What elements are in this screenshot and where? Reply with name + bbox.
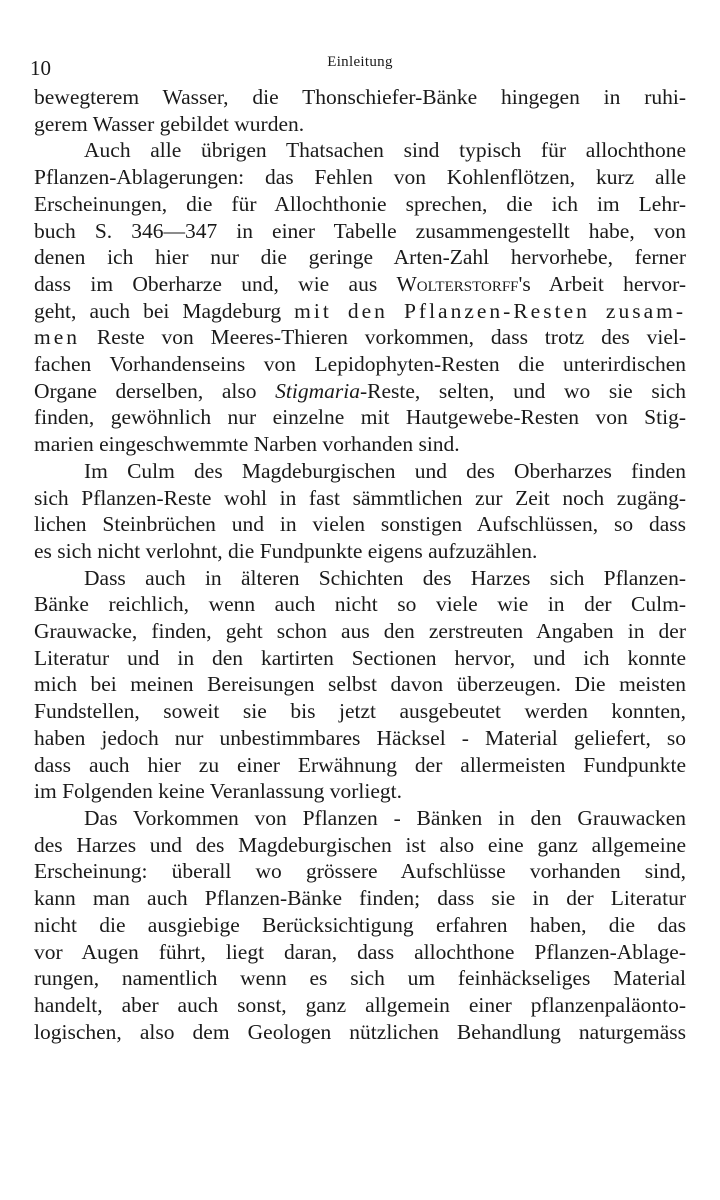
text-line: denen ich hier nur die geringe Arten-Zahl hervorhebe, ferner xyxy=(34,245,686,270)
text-line: vor Augen führt, liegt daran, dass allochthone Pflanzen-Ablage- xyxy=(34,939,686,964)
text-line: finden, gewöhnlich nur einzelne mit Hautgewebe-Resten von Stig- xyxy=(34,405,686,430)
text-line: im Folgenden keine Veranlassung vorliegt. xyxy=(34,779,403,804)
text-line: Erscheinung: überall wo grössere Aufschlüsse vorhanden sind, xyxy=(34,859,686,884)
emphasized-phrase: mit den Pflanzen-Resten zusam- xyxy=(294,298,686,323)
running-head: Einleitung xyxy=(327,54,393,70)
text-line: Im Culm des Magdeburgischen und des Oberharzes finden xyxy=(84,458,686,483)
text-line-with-author: dass im Oberharze und, wie aus Wolterstorff's Arbeit hervor- xyxy=(34,271,686,296)
text-line: es sich nicht verlohnt, die Fundpunkte eigens aufzuzählen. xyxy=(34,538,538,563)
page-header xyxy=(30,52,690,82)
text-line-with-spacing: men Reste von Meeres-Thieren vorkommen, dass trotz des viel- xyxy=(34,325,686,350)
text-line: Fundstellen, soweit sie bis jetzt ausgebeutet werden konnten, xyxy=(34,699,686,724)
text-line: gerem Wasser gebildet wurden. xyxy=(34,111,305,136)
text-line: Das Vorkommen von Pflanzen - Bänken in den Grauwacken xyxy=(84,805,686,830)
text-line-with-spacing: geht, auch bei Magdeburg mit den Pflanzen-Resten zusam- xyxy=(34,298,686,323)
italic-term: Stigmaria xyxy=(275,378,360,403)
paragraph-3 xyxy=(34,458,686,565)
text-line: marien eingeschwemmte Narben vorhanden sind. xyxy=(34,432,460,457)
page-number: 10 xyxy=(30,56,51,80)
text-line: handelt, aber auch sonst, ganz allgemein einer pflanzenpaläonto- xyxy=(34,992,686,1017)
text-line: mich bei meinen Bereisungen selbst davon überzeugen. Die meisten xyxy=(34,672,686,697)
text-line: des Harzes und des Magdeburgischen ist also eine ganz allgemeine xyxy=(34,832,686,857)
paragraph-1 xyxy=(34,84,686,137)
text-line: sich Pflanzen-Reste wohl in fast sämmtlichen zur Zeit noch zugäng- xyxy=(34,485,686,510)
text-line: kann man auch Pflanzen-Bänke finden; dass sie in der Literatur xyxy=(34,886,686,911)
text-line: Pflanzen-Ablagerungen: das Fehlen von Kohlenflötzen, kurz alle xyxy=(34,165,686,190)
text-line: fachen Vorhandenseins von Lepidophyten-Resten die unterirdischen xyxy=(34,352,686,377)
text-line: Literatur und in den kartirten Sectionen hervor, und ich konnte xyxy=(34,645,686,670)
text-line: lichen Steinbrüchen und in vielen sonstigen Aufschlüssen, so dass xyxy=(34,512,686,537)
text-line: Erscheinungen, die für Allochthonie sprechen, die ich im Lehr- xyxy=(34,191,686,216)
text-line: dass auch hier zu einer Erwähnung der allermeisten Fundpunkte xyxy=(34,752,686,777)
text-line: haben jedoch nur unbestimmbares Häcksel - Material geliefert, so xyxy=(34,725,686,750)
text-line: Bänke reichlich, wenn auch nicht so viele wie in der Culm- xyxy=(34,592,686,617)
text-line: Dass auch in älteren Schichten des Harzes sich Pflanzen- xyxy=(84,565,686,590)
paragraph-4 xyxy=(34,565,686,805)
body-text xyxy=(34,84,686,1045)
paragraph-5 xyxy=(34,805,686,1045)
emphasized-phrase: men xyxy=(34,325,81,350)
text-line: rungen, namentlich wenn es sich um feinhäckseliges Material xyxy=(34,966,686,991)
text-line: bewegterem Wasser, die Thonschiefer-Bänke hingegen in ruhi- xyxy=(34,85,686,109)
paragraph-2 xyxy=(34,137,686,457)
text-line-with-italic: Organe derselben, also Stigmaria-Reste, selten, und wo sie sich xyxy=(34,378,686,403)
text-line: buch S. 346—347 in einer Tabelle zusammengestellt habe, von xyxy=(34,218,686,243)
text-line: Auch alle übrigen Thatsachen sind typisch für allochthone xyxy=(84,138,686,163)
author-name: Wolterstorff xyxy=(396,271,519,296)
text-line: nicht die ausgiebige Berücksichtigung erfahren haben, die das xyxy=(34,912,686,937)
text-line: logischen, also dem Geologen nützlichen Behandlung naturgemäss xyxy=(34,1019,686,1044)
text-line: Grauwacke, finden, geht schon aus den zerstreuten Angaben in der xyxy=(34,619,686,644)
